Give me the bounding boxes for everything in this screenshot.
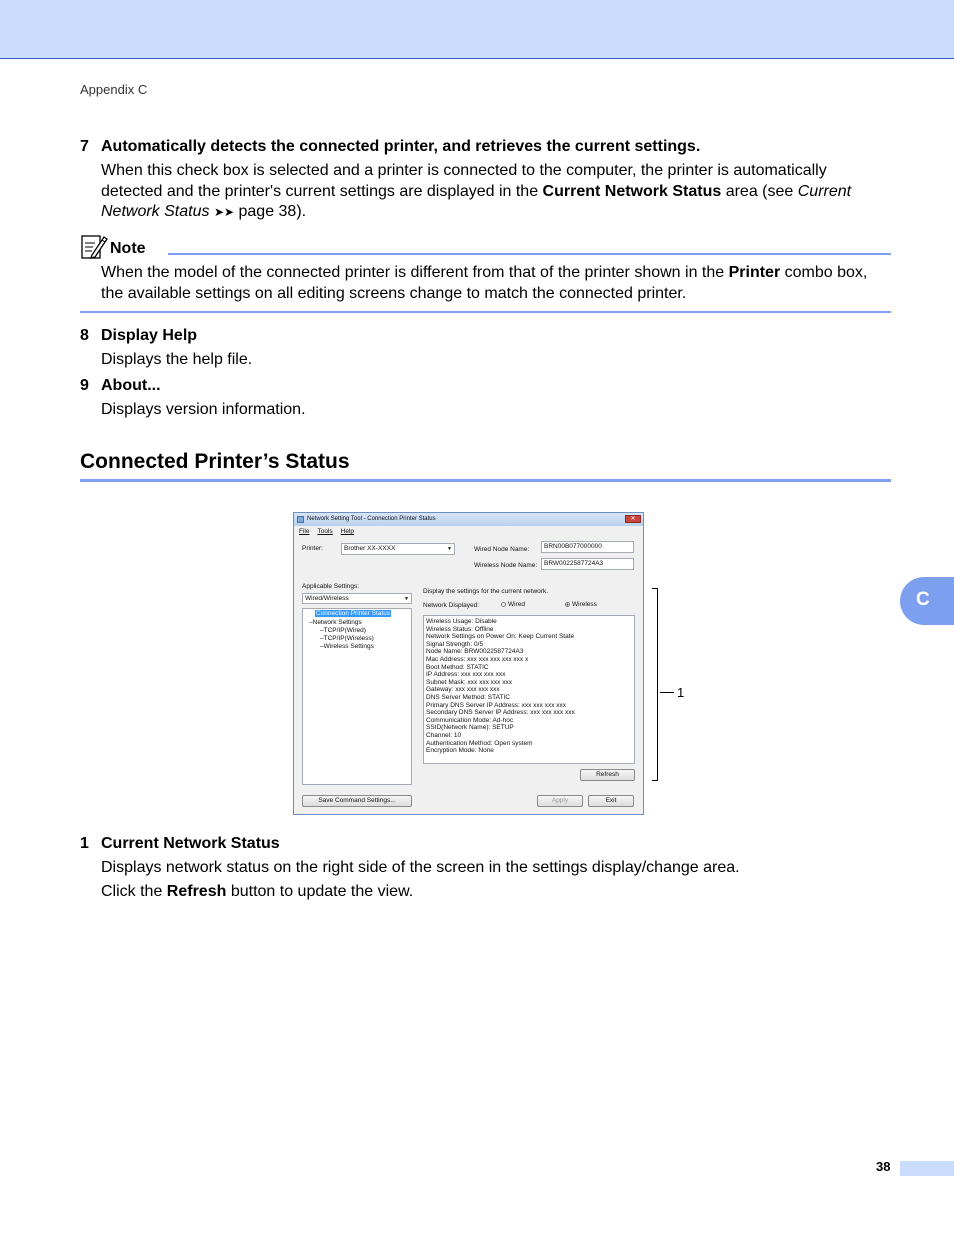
- item-1-heading: [80, 835, 280, 853]
- item-8-number: 8: [80, 327, 89, 344]
- status-line: Node Name: BRW0022587724A3: [426, 648, 524, 656]
- status-line: Boot Method: STATIC: [426, 663, 489, 671]
- side-tab-letter: C: [916, 589, 930, 610]
- status-line: Subnet Mask: xxx xxx xxx xxx: [426, 678, 512, 686]
- save-command-settings-button[interactable]: Save Command Settings...: [302, 795, 412, 807]
- window-title: Network Setting Tool - Connection Printer Status: [307, 516, 436, 522]
- menu-help[interactable]: Help: [340, 528, 355, 535]
- wireless-node-label: Wireless Node Name:: [474, 562, 538, 569]
- callout-number: 1: [677, 685, 685, 700]
- applicable-settings-label: Applicable Settings:: [302, 583, 360, 590]
- item-8-heading: [80, 327, 197, 345]
- menu-tools[interactable]: Tools: [317, 528, 333, 535]
- printer-combo[interactable]: [341, 543, 455, 555]
- status-line: Mac Address: xxx xxx xxx xxx xxx x: [426, 655, 529, 663]
- exit-button[interactable]: Exit: [588, 795, 634, 807]
- item-1-click-text: [101, 882, 891, 903]
- tree-item-connection-status[interactable]: [315, 610, 391, 617]
- page-number: 38: [876, 1159, 891, 1174]
- callout-line: [660, 692, 674, 693]
- status-line: Network Settings on Power On: Keep Current State: [426, 633, 575, 641]
- status-line: Authentication Method: Open system: [426, 739, 533, 747]
- double-arrow-icon: ➤➤: [213, 205, 235, 219]
- app-icon: [297, 516, 304, 523]
- note-text-2: combo box, the available settings on all editing screens change to match the connected printer.: [101, 264, 868, 302]
- item-9-number: 9: [80, 377, 89, 394]
- status-line: Channel: 10: [426, 731, 462, 739]
- wired-node-label: Wired Node Name:: [474, 546, 530, 553]
- dropdown-arrow-icon: ▼: [447, 546, 452, 552]
- dropdown-arrow-icon: ▼: [404, 596, 409, 602]
- status-line: Wireless Status: Offline: [426, 625, 494, 633]
- item-1-body: Displays network status on the right side of the screen in the settings display/change area.: [101, 859, 740, 876]
- close-icon[interactable]: ✕: [625, 515, 641, 523]
- item-9-heading: [80, 377, 161, 395]
- printer-label: Printer:: [302, 545, 323, 552]
- note-bold: Printer: [728, 264, 781, 281]
- item-8-body: Displays the help file.: [101, 351, 253, 368]
- applicable-settings-combo[interactable]: [302, 593, 412, 604]
- status-line: Communication Mode: Ad-hoc: [426, 716, 514, 724]
- radio-wireless-label: Wireless: [572, 601, 597, 608]
- status-line: Secondary DNS Server IP Address: xxx xxx xxx xxx: [426, 709, 575, 717]
- item-7-body: [101, 161, 891, 223]
- item-7-text-2: area (see: [721, 182, 798, 200]
- status-line: IP Address: xxx xxx xxx xxx: [426, 671, 506, 679]
- radio-icon: [501, 602, 506, 607]
- radio-selected-icon: [565, 602, 570, 607]
- tree-item-label: Network Settings: [312, 619, 362, 626]
- note-label: Note: [110, 240, 146, 257]
- radio-wireless[interactable]: [565, 601, 597, 608]
- status-line: Primary DNS Server IP Address: xxx xxx xxx xxx: [426, 701, 567, 709]
- item-1-click-bold: Refresh: [166, 883, 227, 900]
- radio-wired-label: Wired: [508, 601, 525, 608]
- item-7-number: 7: [80, 138, 89, 155]
- status-line: Gateway: xxx xxx xxx xxx: [426, 686, 500, 694]
- tree-item-label: TCP/IP(Wired): [323, 627, 366, 634]
- status-line: DNS Server Method: STATIC: [426, 693, 510, 701]
- window-title-bar: [294, 513, 643, 526]
- note-rule-bottom: [80, 311, 891, 313]
- network-displayed-label: Network Displayed:: [423, 602, 479, 609]
- section-title: Connected Printer’s Status: [80, 450, 350, 473]
- apply-button[interactable]: Apply: [537, 795, 583, 807]
- status-line: Wireless Usage: Disable: [426, 618, 497, 625]
- item-7-italic-link: Current Network Status: [101, 182, 852, 220]
- tree-item-label: Connection Printer Status: [316, 610, 391, 617]
- tree-item-label: TCP/IP(Wireless): [323, 635, 374, 642]
- printer-value: Brother XX-XXXX: [344, 545, 396, 552]
- item-7-heading: [80, 138, 700, 156]
- tree-item-tcpip-wireless[interactable]: –TCP/IP(Wireless): [320, 635, 374, 642]
- section-rule: [80, 479, 891, 482]
- appendix-side-tab: [900, 577, 954, 625]
- item-7-text-3: page 38).: [234, 203, 307, 220]
- item-1-click-2: button to update the view.: [226, 883, 414, 900]
- status-line: Signal Strength: 0/5: [426, 640, 484, 648]
- refresh-button[interactable]: Refresh: [580, 769, 635, 781]
- item-8-title: Display Help: [101, 327, 198, 344]
- current-network-status-box: [423, 615, 635, 764]
- page-number-bar: [900, 1161, 954, 1176]
- menu-file[interactable]: File: [299, 528, 310, 535]
- item-1-title: Current Network Status: [101, 835, 280, 852]
- wired-node-field[interactable]: BRN00B077000000: [541, 541, 634, 553]
- item-7-title: Automatically detects the connected printer, and retrieves the current settings.: [101, 138, 701, 155]
- radio-wired[interactable]: [501, 601, 525, 608]
- display-caption: Display the settings for the current network.: [423, 588, 549, 595]
- tree-item-tcpip-wired[interactable]: –TCP/IP(Wired): [320, 627, 366, 634]
- note-body: [101, 263, 891, 304]
- note-rule-top: [168, 253, 891, 255]
- menu-bar: [299, 528, 362, 535]
- callout-bracket: [652, 588, 658, 781]
- tree-item-network-settings[interactable]: –Network Settings: [309, 619, 362, 626]
- tree-item-wireless-settings[interactable]: –Wireless Settings: [320, 643, 374, 650]
- item-1-number: 1: [80, 835, 89, 852]
- tree-item-label: Wireless Settings: [323, 643, 374, 650]
- wireless-node-field[interactable]: BRW0022587724A3: [541, 558, 634, 570]
- note-text-1: When the model of the connected printer is different from that of the printer shown in the: [101, 264, 729, 281]
- status-line: SSID(Network Name): SETUP: [426, 724, 514, 732]
- network-setting-tool-window: [293, 512, 644, 815]
- item-9-title: About...: [101, 377, 161, 394]
- appendix-label: Appendix C: [80, 82, 148, 97]
- applicable-value: Wired/Wireless: [305, 595, 349, 602]
- status-line: Encryption Mode: None: [426, 747, 494, 755]
- note-pencil-icon: [80, 233, 108, 261]
- header-band: [0, 0, 954, 59]
- item-7-text-1: When this check box is selected and a printer is connected to the computer, the printer is automatically detected and the printer's current settings are displayed in the: [101, 162, 827, 200]
- settings-tree: [302, 608, 412, 785]
- item-1-click-1: Click the: [101, 883, 167, 900]
- item-7-bold: Current Network Status: [542, 182, 722, 200]
- item-9-body: Displays version information.: [101, 401, 306, 418]
